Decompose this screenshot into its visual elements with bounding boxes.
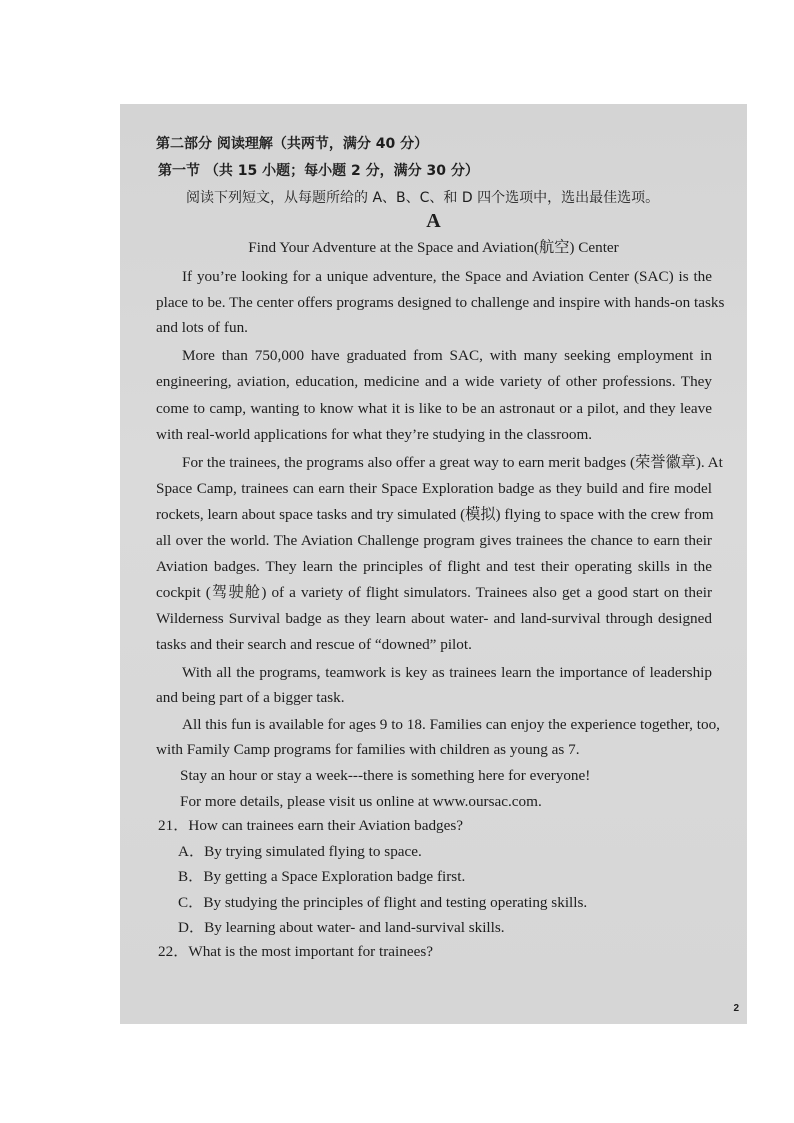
passage-label: A: [426, 210, 441, 232]
question-option: B．By getting a Space Exploration badge first.: [178, 868, 466, 885]
passage-line: cockpit (驾驶舱) of a variety of flight simulators. Trainees also get a good start on their: [156, 584, 712, 601]
instruction: 阅读下列短文，从每题所给的 A、B、C、和 D 四个选项中，选出最佳选项。: [186, 190, 660, 206]
question-option: D．By learning about water- and land-survival skills.: [178, 919, 505, 936]
question-stem: 21．How can trainees earn their Aviation badges?: [158, 817, 464, 834]
page-number: 2: [733, 1003, 739, 1014]
passage-line: Wilderness Survival badge as they learn about water- and land-survival through designed: [156, 610, 712, 627]
passage-line: tasks and their search and rescue of “downed” pilot.: [156, 636, 472, 653]
passage-line: come to camp, wanting to know what it is like to be an astronaut or a pilot, and they leave: [156, 400, 712, 417]
passage-line: Stay an hour or stay a week---there is something here for everyone!: [180, 767, 591, 784]
passage-line: with real-world applications for what they’re studying in the classroom.: [156, 426, 593, 443]
passage-line: engineering, aviation, education, medicine and a wide variety of other professions. They: [156, 373, 712, 390]
passage-line: Space Camp, trainees can earn their Space Exploration badge as they build and fire model: [156, 480, 712, 497]
passage-line: If you’re looking for a unique adventure, the Space and Aviation Center (SAC) is the: [182, 268, 712, 285]
passage-line: Aviation badges. They learn the principles of flight and test their operating skills in the: [156, 558, 712, 575]
question-option: A．By trying simulated flying to space.: [178, 843, 422, 860]
passage-line: More than 750,000 have graduated from SAC, with many seeking employment in: [182, 347, 712, 364]
passage-line: place to be. The center offers programs designed to challenge and inspire with hands-on tasks: [156, 294, 725, 311]
scanned-exam-page: [120, 104, 747, 1024]
passage-line: All this fun is available for ages 9 to 18. Families can enjoy the experience together, too,: [182, 716, 720, 733]
passage-line: all over the world. The Aviation Challenge program gives trainees the chance to earn their: [156, 532, 712, 549]
question-option: C．By studying the principles of flight and testing operating skills.: [178, 894, 588, 911]
passage-line: and being part of a bigger task.: [156, 689, 345, 706]
passage-line: For more details, please visit us online at www.oursac.com.: [180, 793, 542, 810]
sub-heading: 第一节 （共 15 小题；每小题 2 分，满分 30 分）: [158, 163, 479, 179]
passage-line: For the trainees, the programs also offer a great way to earn merit badges (荣誉徽章). At: [182, 454, 723, 471]
question-stem: 22．What is the most important for trainees?: [158, 943, 433, 960]
passage-line: rockets, learn about space tasks and try simulated (模拟) flying to space with the crew from: [156, 506, 714, 523]
passage-title: Find Your Adventure at the Space and Aviation(航空) Center: [248, 239, 619, 256]
part-heading: 第二部分 阅读理解（共两节，满分 40 分）: [156, 136, 429, 152]
passage-line: With all the programs, teamwork is key as trainees learn the importance of leadership: [182, 664, 712, 681]
passage-line: with Family Camp programs for families with children as young as 7.: [156, 741, 580, 758]
passage-line: and lots of fun.: [156, 319, 248, 336]
